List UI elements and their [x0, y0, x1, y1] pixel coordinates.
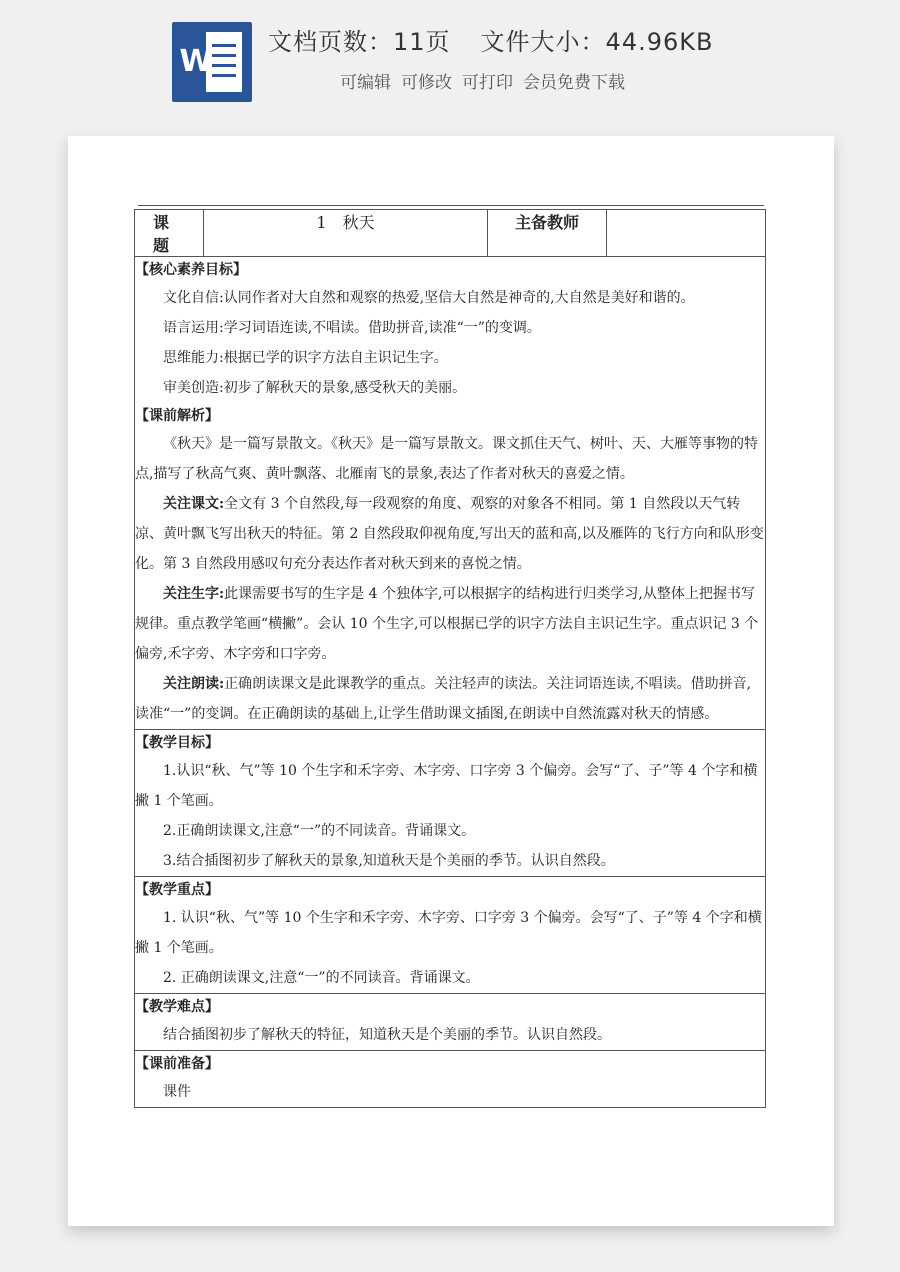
difficulty-section	[135, 994, 766, 1051]
analysis-item	[135, 669, 765, 729]
analysis-item-text: 此课需要书写的生字是 4 个独体字,可以根据字的结构进行归类学习,从整体上把握书写规律。重点教学笔画“横撇”。会认 10 个生字,可以根据已学的识字方法自主识记生字。重点识记 3 个偏旁,禾字旁、木字旁和口字旁。	[135, 586, 759, 662]
core-section	[135, 257, 766, 730]
topic-value: 1 秋天	[204, 210, 488, 257]
prep-section	[135, 1051, 766, 1108]
prep-section-row	[135, 1051, 766, 1108]
table-header-row	[135, 210, 766, 257]
feature-editable: 可编辑	[340, 73, 391, 93]
goals-title: 【教学目标】	[135, 735, 219, 751]
goal-line: 2.正确朗读课文,注意“一”的不同读音。背诵课文。	[163, 823, 476, 839]
analysis-item-label: 关注课文:	[163, 496, 225, 512]
difficulty-section-row	[135, 994, 766, 1051]
header-rule	[138, 205, 764, 206]
prep-title: 【课前准备】	[135, 1056, 219, 1072]
feature-list	[340, 68, 625, 93]
key-line: 1. 认识“秋、气”等 10 个生字和禾字旁、木字旁、口字旁 3 个偏旁。会写“了、子”等 4 个字和横撇 1 个笔画。	[135, 910, 762, 956]
feature-modifiable: 可修改	[401, 73, 452, 93]
goal-line: 3.结合插图初步了解秋天的景象,知道秋天是个美丽的季节。认识自然段。	[163, 853, 615, 869]
difficulty-title: 【教学难点】	[135, 999, 219, 1015]
key-title: 【教学重点】	[135, 882, 219, 898]
core-line: 文化自信:认同作者对大自然和观察的热爱,坚信大自然是神奇的,大自然是美好和谐的。	[163, 290, 695, 306]
feature-printable: 可打印	[462, 73, 513, 93]
key-section	[135, 877, 766, 994]
teacher-label: 主备教师	[488, 210, 607, 257]
analysis-item-text: 全文有 3 个自然段,每一段观察的角度、观察的对象各不相同。第 1 自然段以天气转凉、黄叶飘飞写出秋天的特征。第 2 自然段取仰视角度,写出天的蓝和高,以及雁阵的飞行方向和队形变化。第 3 自然段用感叹句充分表达作者对秋天到来的喜悦之情。	[135, 496, 764, 572]
key-section-row	[135, 877, 766, 994]
analysis-item-label: 关注朗读:	[163, 676, 225, 692]
file-info	[268, 22, 713, 57]
analysis-title: 【课前解析】	[135, 408, 219, 424]
page-count: 文档页数：11页	[268, 28, 451, 56]
word-document-icon	[172, 22, 252, 102]
analysis-intro: 《秋天》是一篇写景散文。《秋天》是一篇写景散文。课文抓住天气、树叶、天、大雁等事物的特点,描写了秋高气爽、黄叶飘落、北雁南飞的景象,表达了作者对秋天的喜爱之情。	[135, 436, 758, 482]
core-line: 审美创造:初步了解秋天的景象,感受秋天的美丽。	[163, 380, 467, 396]
topic-label: 课 题	[135, 210, 204, 257]
key-line: 2. 正确朗读课文,注意“一”的不同读音。背诵课文。	[163, 970, 480, 986]
feature-member-download: 会员免费下载	[523, 73, 625, 93]
goals-section-row	[135, 730, 766, 877]
teacher-value	[607, 210, 766, 257]
core-line: 思维能力:根据已学的识字方法自主识记生字。	[163, 350, 448, 366]
core-section-row	[135, 257, 766, 730]
prep-line: 课件	[163, 1084, 191, 1100]
file-size: 文件大小：44.96KB	[480, 28, 714, 56]
word-icon-letter: W	[179, 44, 213, 79]
lesson-plan-table	[134, 209, 766, 1108]
goal-line: 1.认识“秋、气”等 10 个生字和禾字旁、木字旁、口字旁 3 个偏旁。会写“了、子”等 4 个字和横撇 1 个笔画。	[135, 763, 758, 809]
analysis-item	[135, 489, 765, 579]
goals-section	[135, 730, 766, 877]
difficulty-line: 结合插图初步了解秋天的特征，知道秋天是个美丽的季节。认识自然段。	[163, 1027, 611, 1043]
analysis-item	[135, 579, 765, 669]
analysis-item-text: 正确朗读课文是此课教学的重点。关注轻声的读法。关注词语连读,不唱读。借助拼音,读准“一”的变调。在正确朗读的基础上,让学生借助课文插图,在朗读中自然流露对秋天的情感。	[135, 676, 752, 722]
core-title: 【核心素养目标】	[135, 262, 247, 278]
core-line: 语言运用:学习词语连读,不唱读。借助拼音,读准“一”的变调。	[163, 320, 541, 336]
download-banner	[0, 0, 900, 120]
analysis-item-label: 关注生字:	[163, 586, 225, 602]
